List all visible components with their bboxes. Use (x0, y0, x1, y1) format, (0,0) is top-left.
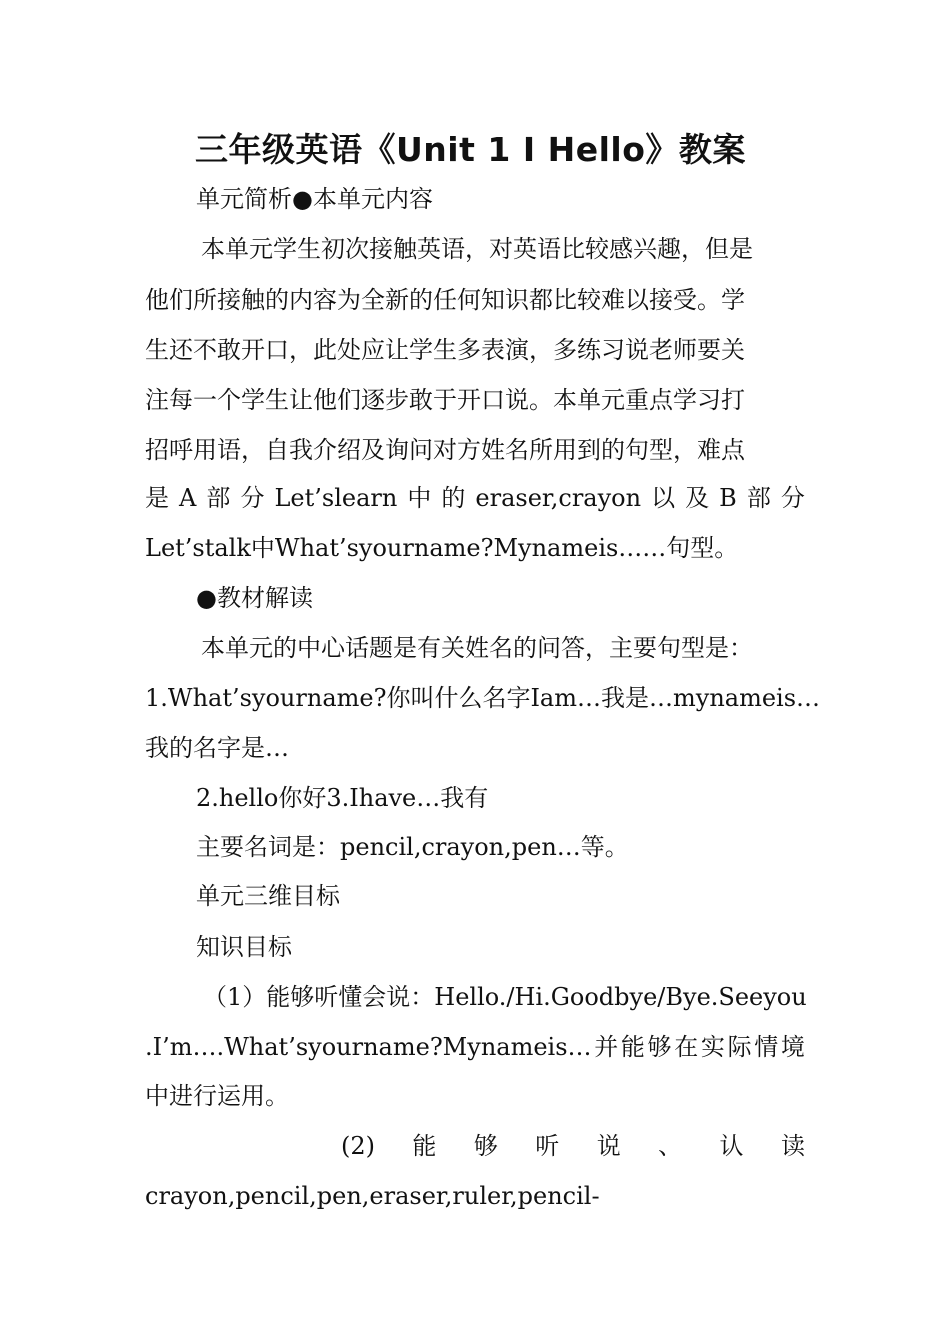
word: 际 (727, 1033, 752, 1061)
word: eraser,crayon (475, 484, 642, 512)
word: 并 (594, 1033, 619, 1061)
word: 、 (658, 1132, 683, 1160)
word: 是 (145, 484, 169, 512)
paragraph-line: 2.hello你好3.Ihave…我有 (196, 784, 489, 812)
paragraph-line: crayon,pencil,pen,eraser,ruler,pencil- (145, 1182, 600, 1210)
word: 在 (674, 1033, 699, 1061)
paragraph-line: 生还不敢开口，此处应让学生多表演，多练习说老师要关 (145, 336, 745, 364)
word: 情 (754, 1033, 779, 1061)
word: 的 (441, 484, 466, 512)
word: B (719, 484, 737, 512)
word: 说 (596, 1132, 621, 1160)
paragraph-line: 注每一个学生让他们逐步敢于开口说。本单元重点学习打 (145, 386, 745, 414)
paragraph-line-justified (341, 1129, 805, 1163)
word: 境 (780, 1033, 805, 1061)
word: 及 (685, 484, 710, 512)
word: 认 (719, 1132, 744, 1160)
paragraph-line: （1）能够听懂会说：Hello./Hi.Goodbye/Bye.Seeyou (203, 983, 807, 1011)
section-heading-overview: 单元简析●本单元内容 (196, 185, 433, 213)
word: 读 (780, 1132, 805, 1160)
paragraph-line: 中进行运用。 (145, 1082, 289, 1110)
paragraph-line: 招呼用语，自我介绍及询问对方姓名所用到的句型，难点 (145, 436, 745, 464)
document-title: 三年级英语《Unit 1 I Hello》教案 (195, 130, 746, 169)
word: 够 (647, 1033, 672, 1061)
paragraph-line: 他们所接触的内容为全新的任何知识都比较难以接受。学 (145, 286, 745, 314)
paragraph-line-justified (145, 1030, 805, 1064)
section-heading-textbook: ●教材解读 (196, 584, 313, 612)
word: 以 (651, 484, 676, 512)
word: 够 (473, 1132, 498, 1160)
word: Let’slearn (274, 484, 398, 512)
word: 能 (412, 1132, 437, 1160)
paragraph-line: Let’stalk中What’syourname?Mynameis……句型。 (145, 534, 739, 562)
paragraph-line: 本单元学生初次接触英语，对英语比较感兴趣，但是 (201, 235, 753, 263)
word: 部 (206, 484, 231, 512)
word: 分 (240, 484, 265, 512)
paragraph-line-justified (145, 481, 805, 515)
paragraph-line: 1.What’syourname?你叫什么名字Iam…我是…mynameis… (145, 684, 821, 712)
word: 能 (620, 1033, 645, 1061)
word: 听 (535, 1132, 560, 1160)
word: 部 (746, 484, 771, 512)
paragraph-line: 本单元的中心话题是有关姓名的问答，主要句型是： (201, 634, 753, 662)
paragraph-line: 我的名字是… (145, 734, 289, 762)
paragraph-line: 主要名词是：pencil,crayon,pen…等。 (196, 833, 629, 861)
section-heading-goals: 单元三维目标 (196, 882, 340, 910)
word: .I’m….What’syourname?Mynameis… (145, 1033, 592, 1061)
word: A (179, 484, 197, 512)
word: 中 (407, 484, 432, 512)
section-heading-knowledge: 知识目标 (196, 933, 292, 961)
word: (2) (341, 1132, 375, 1160)
word: 实 (700, 1033, 725, 1061)
word: 分 (780, 484, 805, 512)
